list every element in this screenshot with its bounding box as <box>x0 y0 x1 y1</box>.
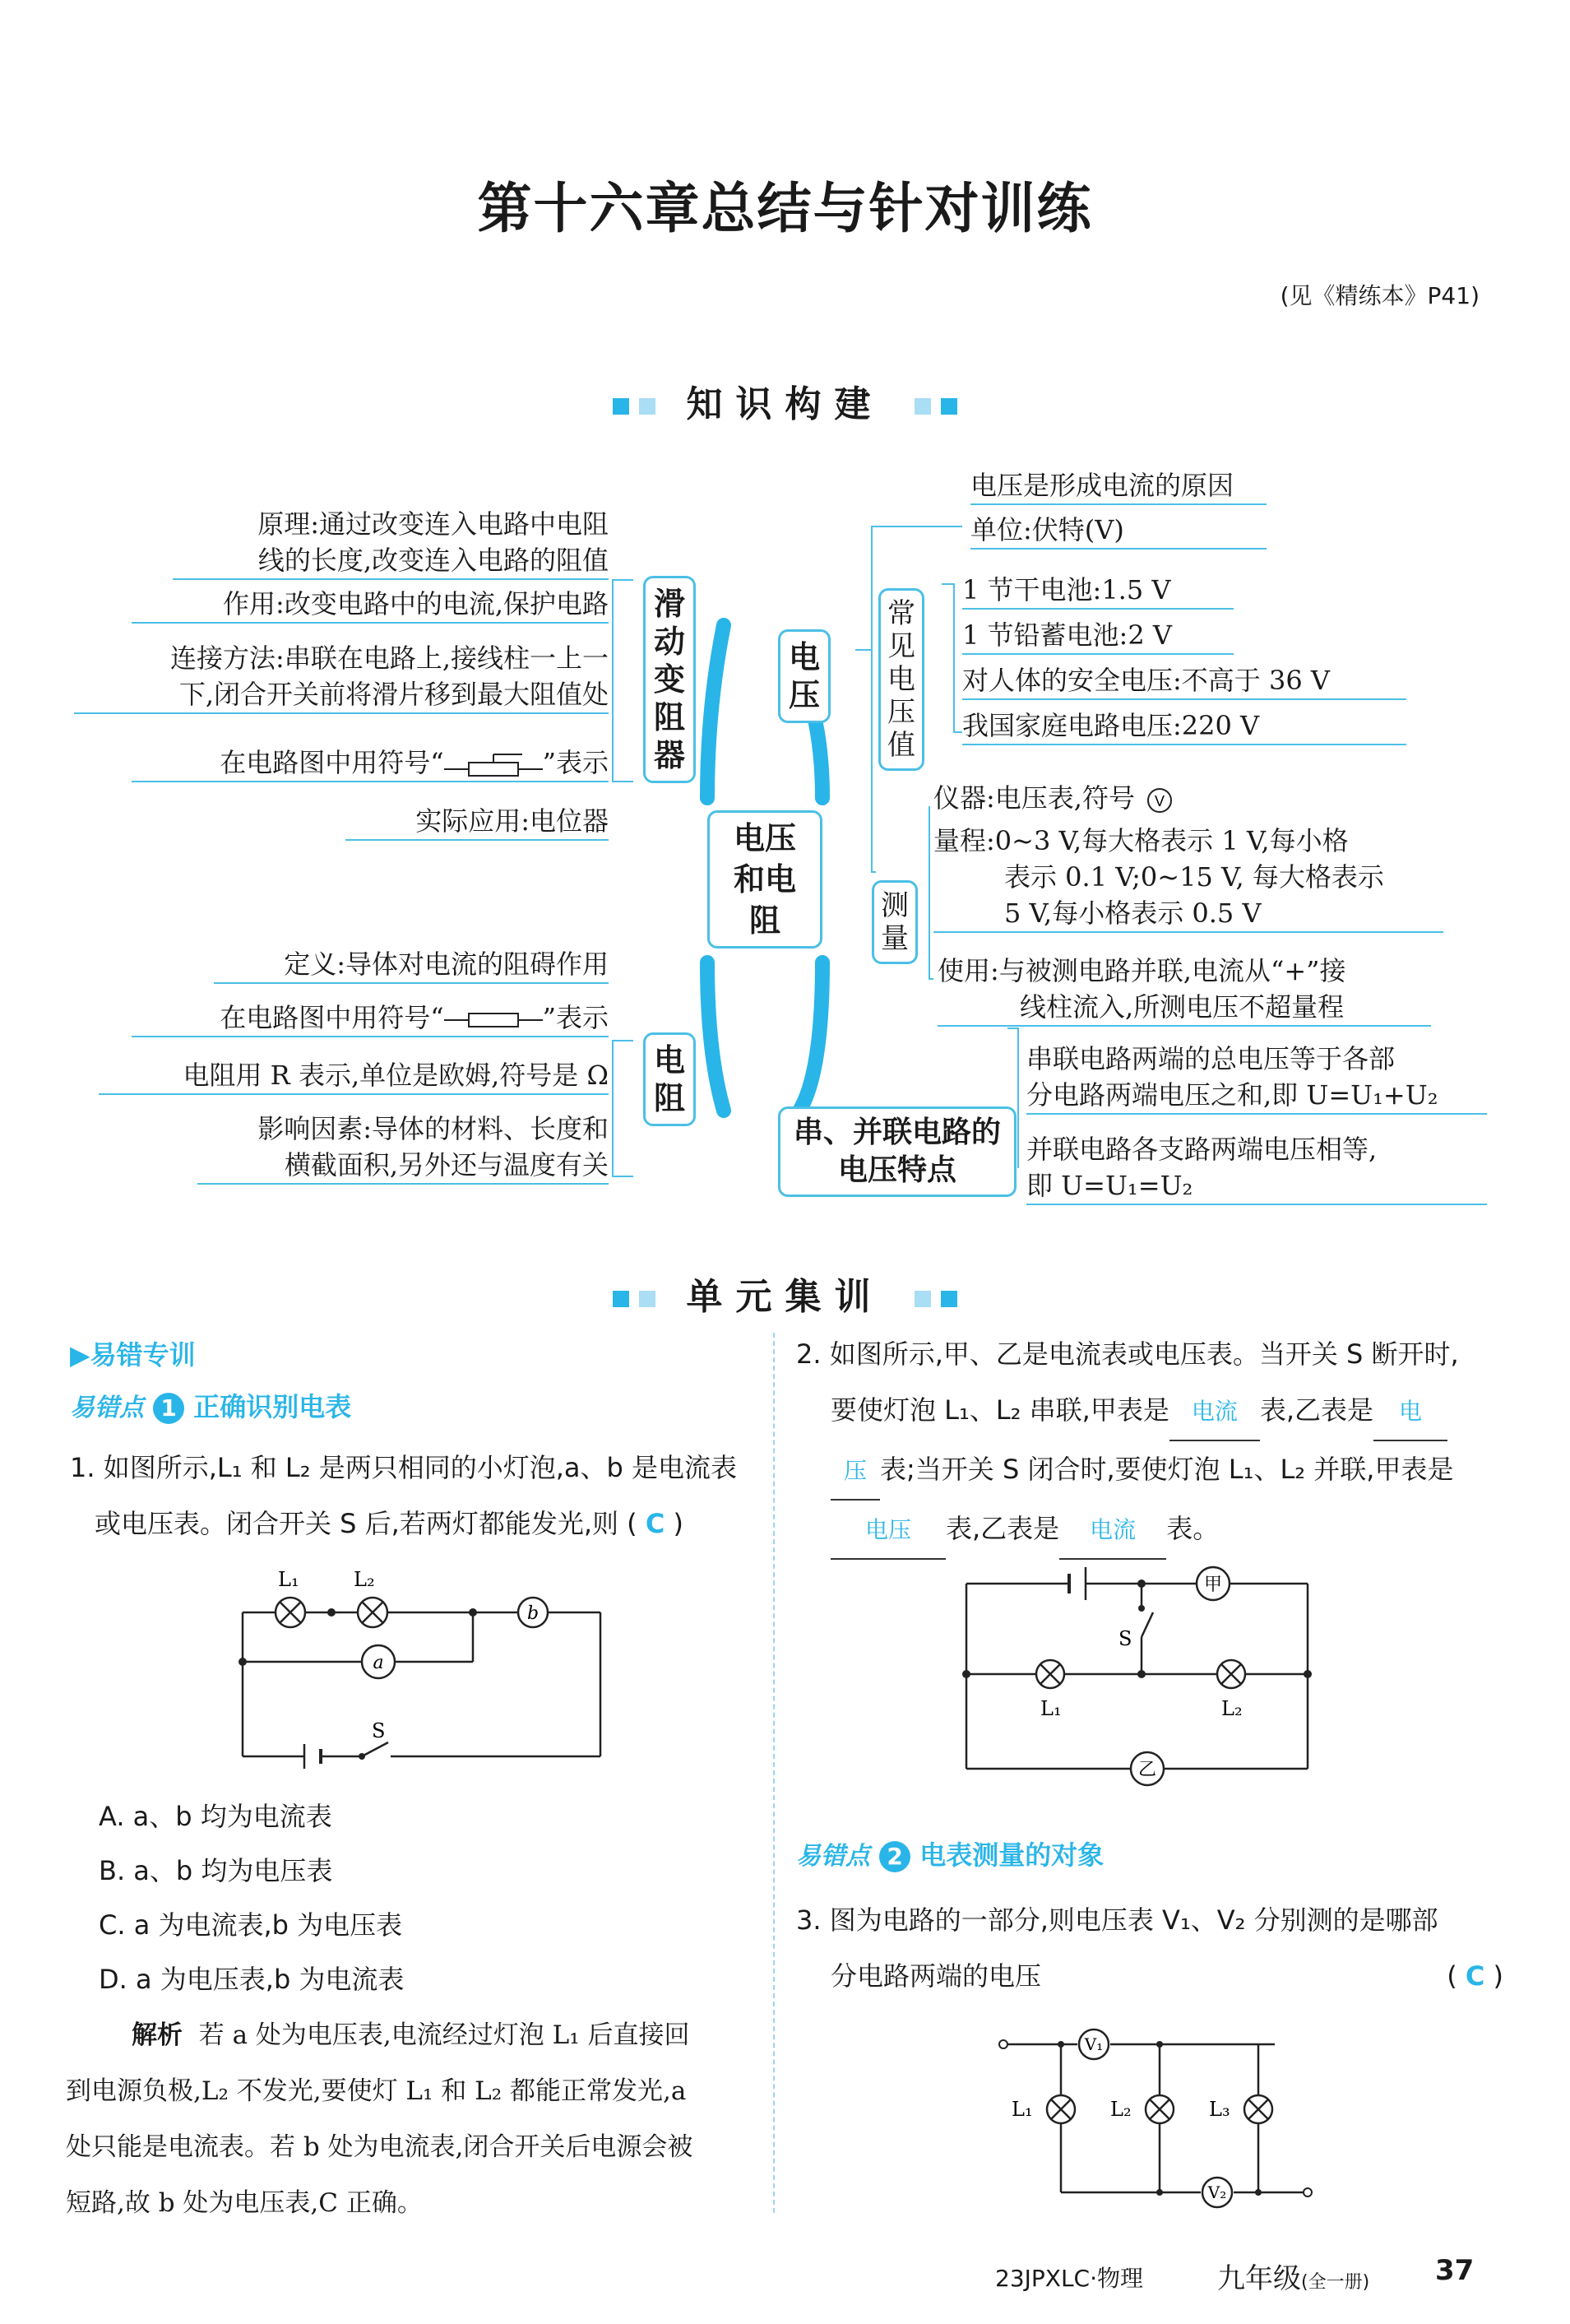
switch-s2-label: S <box>1118 1627 1132 1650</box>
column-divider <box>773 1333 775 2213</box>
resistance-factors: 影响因素:导体的材料、长度和 横截面积,另外还与温度有关 <box>197 1111 609 1185</box>
meter-a-label: a <box>373 1653 384 1673</box>
label-l2-c3: L₂ <box>1110 2098 1132 2121</box>
label-l1-c2: L₁ <box>1040 1697 1062 1720</box>
rheostat-application: 实际应用:电位器 <box>345 803 609 841</box>
rheostat-connection: 连接方法:串联在电路上,接线柱一上一 下,闭合开关前将滑片移到最大阻值处 <box>74 640 609 714</box>
circuit-diagram-1 <box>230 1555 625 1769</box>
switch-s-label: S <box>372 1719 386 1742</box>
question-1: 1. 如图所示,L₁ 和 L₂ 是两只相同的小灯泡,a、b 是电流表 或电压表。闭合开关 S 后,若两灯都能发光,则 ( C ) <box>70 1452 737 1539</box>
node-rheostat: 滑动变阻器 <box>643 576 696 783</box>
page-title: 第十六章总结与针对训练 <box>477 177 1093 240</box>
topic-tag: ▶易错专训 <box>70 1339 196 1371</box>
series-voltage: 串联电路两端的总电压等于各部 分电路两端电压之和,即 U=U₁+U₂ <box>1026 1041 1487 1115</box>
label-l2-c2: L₂ <box>1221 1697 1243 1720</box>
option-d: D. a 为电压表,b 为电流表 <box>99 1964 405 1995</box>
section-heading-knowledge: 知识构建 <box>0 374 1570 427</box>
q3-answer: C <box>1465 1960 1485 1992</box>
question-2: 2. 如图所示,甲、乙是电流表或电压表。当开关 S 断开时, 要使灯泡 L₁、L₂ 串联,甲表是 电流 表,乙表是 电 压 表;当开关 S 闭合时,要使灯泡 L₁、L₂ 并联,甲表是 电压 表,乙表是 电流 表。 <box>796 1326 1503 1560</box>
q2-blank-2a: 电 <box>1373 1384 1447 1441</box>
error-point-2: 易错点 2 电表测量的对象 <box>796 1839 1105 1871</box>
meter-yi-label: 乙 <box>1137 1760 1157 1780</box>
section-heading-training: 单元集训 <box>0 1267 1570 1320</box>
q2-blank-1: 电流 <box>1169 1384 1260 1441</box>
label-l2: L₂ <box>354 1568 375 1591</box>
resistance-unit: 电阻用 R 表示,单位是欧姆,符号是 Ω <box>99 1057 609 1095</box>
circuit-diagram-2 <box>946 1559 1341 1798</box>
label-l3-c3: L₃ <box>1209 2098 1230 2121</box>
footer-code: 23JPXLC·物理 <box>995 2265 1144 2292</box>
explanation: 解析 若 a 处为电压表,电流经过灯泡 L₁ 后直接回 到电源负极,L₂ 不发光,要使灯 L₁ 和 L₂ 都能正常发光,a 处只能是电流表。若 b 处为电流表,闭合开关后电源会被 短路,故 b 处为电压表,C 正确。 <box>66 2020 693 2218</box>
q2-blank-4: 电流 <box>1059 1502 1166 1560</box>
label-l1: L₁ <box>278 1568 299 1591</box>
voltage-cause: 电压是形成电流的原因 <box>970 467 1267 505</box>
node-voltage: 电压 <box>778 629 831 723</box>
circuit-diagram-3 <box>987 2007 1316 2213</box>
option-b: B. a、b 均为电压表 <box>99 1855 333 1886</box>
rheostat-symbol-line: 在电路图中用符号“ ”表示 <box>132 745 609 782</box>
measure-instrument: 仪器:电压表,符号 V <box>933 780 1180 816</box>
option-c: C. a 为电流表,b 为电压表 <box>99 1909 403 1941</box>
resistance-definition: 定义:导体对电流的阻碍作用 <box>214 946 609 984</box>
node-measure: 测量 <box>872 880 918 964</box>
rheostat-function: 作用:改变电路中的电流,保护电路 <box>132 586 609 624</box>
reference-note: (见《精练本》P41) <box>1280 282 1480 309</box>
label-l1-c3: L₁ <box>1012 2098 1033 2121</box>
resistor-symbol-icon <box>444 1008 543 1032</box>
parallel-voltage: 并联电路各支路两端电压相等, 即 U=U₁=U₂ <box>1026 1131 1487 1205</box>
q1-options <box>99 1789 404 2006</box>
meter-jia-label: 甲 <box>1203 1575 1223 1595</box>
voltage-safe: 对人体的安全电压:不高于 36 V <box>962 662 1406 700</box>
explanation-label: 解析 <box>132 2020 183 2050</box>
q2-blank-2b: 压 <box>831 1443 880 1501</box>
rheostat-symbol-icon <box>444 753 543 777</box>
q2-blank-3: 电压 <box>831 1502 946 1560</box>
node-series-parallel: 串、并联电路的电压特点 <box>778 1106 1017 1197</box>
voltmeter-v1-label: V₁ <box>1084 2034 1104 2054</box>
voltage-unit: 单位:伏特(V) <box>970 512 1267 550</box>
node-resistance: 电阻 <box>643 1032 696 1126</box>
node-common-voltage: 常见电压值 <box>878 588 924 771</box>
page-number: 37 <box>1435 2254 1475 2287</box>
q1-answer: C <box>645 1508 665 1539</box>
resistance-symbol-line: 在电路图中用符号“ ”表示 <box>132 1000 609 1037</box>
voltage-household: 我国家庭电路电压:220 V <box>962 707 1406 745</box>
footer-grade: 九年级(全一册) <box>1217 2262 1370 2295</box>
voltage-dry-cell: 1 节干电池:1.5 V <box>962 572 1234 610</box>
voltage-lead-cell: 1 节铅蓄电池:2 V <box>962 617 1234 655</box>
meter-b-label: b <box>526 1603 540 1624</box>
measure-range: 量程:0~3 V,每大格表示 1 V,每小格 表示 0.1 V;0~15 V, 每大格表示 5 V,每小格表示 0.5 V <box>933 823 1443 933</box>
question-3: 3. 图为电路的一部分,则电压表 V₁、V₂ 分别测的是哪部 分电路两端的电压 ( C ) <box>796 1904 1503 1992</box>
measure-usage: 使用:与被测电路并联,电流从“+”接 线柱流入,所测电压不超量程 <box>938 953 1431 1027</box>
rheostat-principle: 原理:通过改变连入电路中电阻 线的长度,改变连入电路的阻值 <box>173 506 609 580</box>
voltmeter-v2-label: V₂ <box>1207 2183 1227 2202</box>
error-point-1: 易错点 1 正确识别电表 <box>70 1391 352 1422</box>
voltmeter-symbol-icon <box>1143 786 1176 814</box>
option-a: A. a、b 均为电流表 <box>99 1801 332 1832</box>
svg-text:V: V <box>1155 792 1165 809</box>
node-center: 电压和电阻 <box>707 810 822 949</box>
